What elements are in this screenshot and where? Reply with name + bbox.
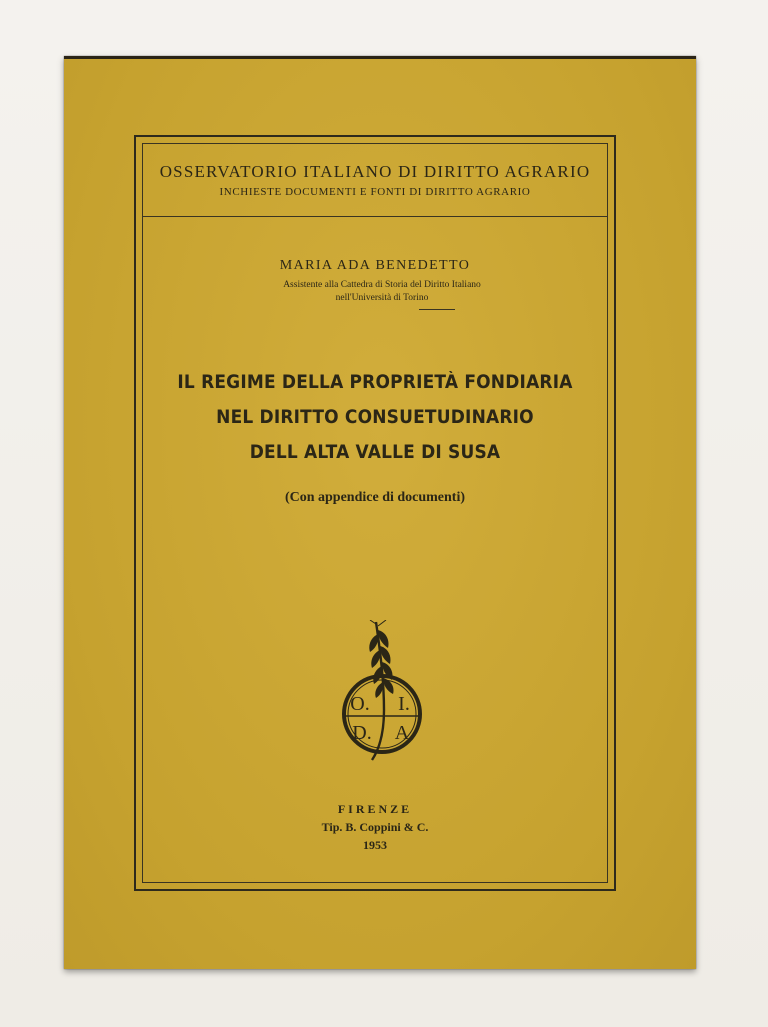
author-name: MARIA ADA BENEDETTO <box>279 258 471 273</box>
author-divider <box>419 309 455 310</box>
series-title: OSSERVATORIO ITALIANO DI DIRITTO AGRARIO <box>159 162 591 181</box>
wheat-ear-monogram-icon <box>326 620 438 770</box>
imprint-printer: Tip. B. Coppini & C. <box>321 820 429 834</box>
emblem-letters-bottom-right: A <box>394 722 410 744</box>
book-subtitle: (Con appendice di documenti) <box>284 490 466 505</box>
book-title-line2: NEL DIRITTO CONSUETUDINARIO <box>216 407 534 428</box>
header-divider <box>143 216 607 217</box>
emblem-letters-top-right: I. <box>398 693 410 715</box>
imprint-year: 1953 <box>363 838 387 852</box>
emblem-letters-bottom-left: D. <box>352 722 372 744</box>
series-subtitle: INCHIESTE DOCUMENTI E FONTI DI DIRITTO AGRARIO <box>219 186 531 198</box>
imprint-place: FIRENZE <box>337 802 413 816</box>
emblem-letters-top-left: O. <box>350 693 370 715</box>
book-cover <box>64 56 696 969</box>
book-title-line1: IL REGIME DELLA PROPRIETÀ FONDIARIA <box>177 372 573 393</box>
author-affiliation-line1: Assistente alla Cattedra di Storia del Diritto Italiano <box>283 280 481 290</box>
book-title-line3: DELL ALTA VALLE DI SUSA <box>249 442 501 463</box>
author-affiliation-line2: nell'Università di Torino <box>335 293 429 303</box>
cover-border-frame <box>134 135 616 891</box>
cover-inner-frame <box>142 143 608 883</box>
